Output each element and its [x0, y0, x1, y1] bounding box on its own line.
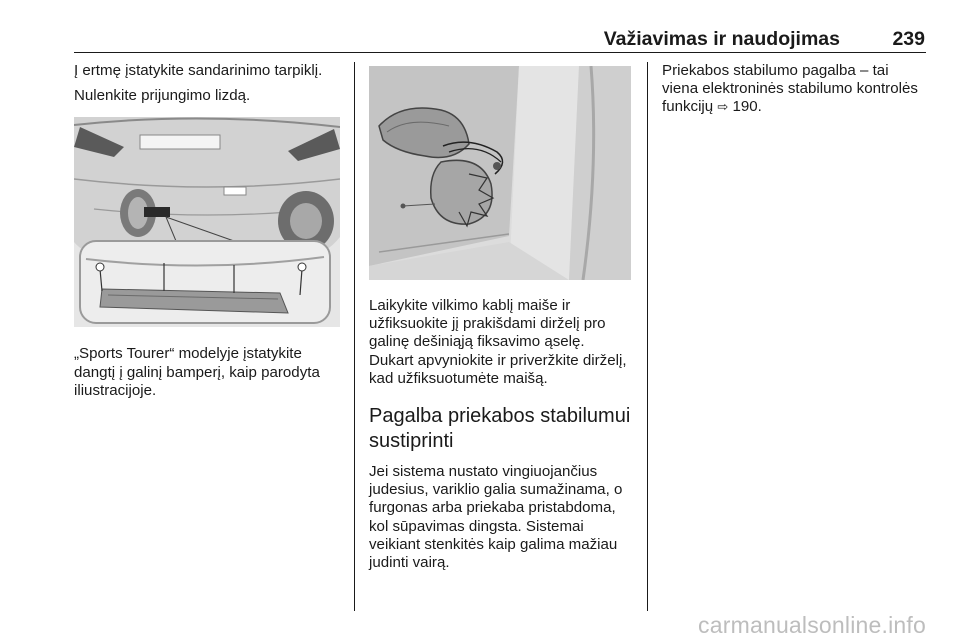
- column-divider: [354, 62, 355, 611]
- column-1: [74, 62, 344, 400]
- towing-hook-bag-illustration: [369, 66, 631, 280]
- column-2: [369, 62, 633, 572]
- page-header-title: Važiavimas ir naudojimas: [603, 28, 840, 50]
- page-reference-arrow-icon: ⇨: [717, 100, 729, 116]
- paragraph: Į ertmę įstatykite sandarinimo tarpiklį.: [74, 62, 323, 79]
- paragraph: „Sports Tourer“ modelyje įstatykite dangtį į galinį bamperį, kaip parodyta iliustracijoje.: [74, 345, 320, 399]
- rear-bumper-cover-illustration: [74, 117, 340, 327]
- column-divider: [647, 62, 648, 611]
- page-reference[interactable]: 190.: [732, 98, 762, 116]
- column-3: [662, 62, 924, 118]
- paragraph: [662, 62, 924, 118]
- paragraph: Jei sistema nustato vingiuojančius judesius, variklio galia sumažinama, o furgonas arba priekaba pristabdoma, kol sūpavimas dingsta. Sistemai veikiant stenkitės kaip galima mažiau judinti vairą.: [369, 463, 623, 572]
- paragraph-text: Priekabos stabilumo pagalba – tai viena elektroninės stabilumo kontrolės funkcijų: [662, 62, 918, 116]
- page-number: 239: [892, 28, 925, 50]
- paragraph: Laikykite vilkimo kablį maiše ir užfiksuokite jį prakišdami dirželį pro galinę dešiniąją fiksavimo ąselę. Dukart apvyniokite ir priveržkite dirželį, kad užfiksuotumėte maišą.: [369, 297, 627, 387]
- paragraph: Nulenkite prijungimo lizdą.: [74, 87, 251, 105]
- section-heading: Pagalba priekabos stabilumui sustiprinti: [369, 405, 631, 453]
- watermark: carmanualsonline.info: [698, 612, 926, 638]
- page-header: [74, 26, 926, 53]
